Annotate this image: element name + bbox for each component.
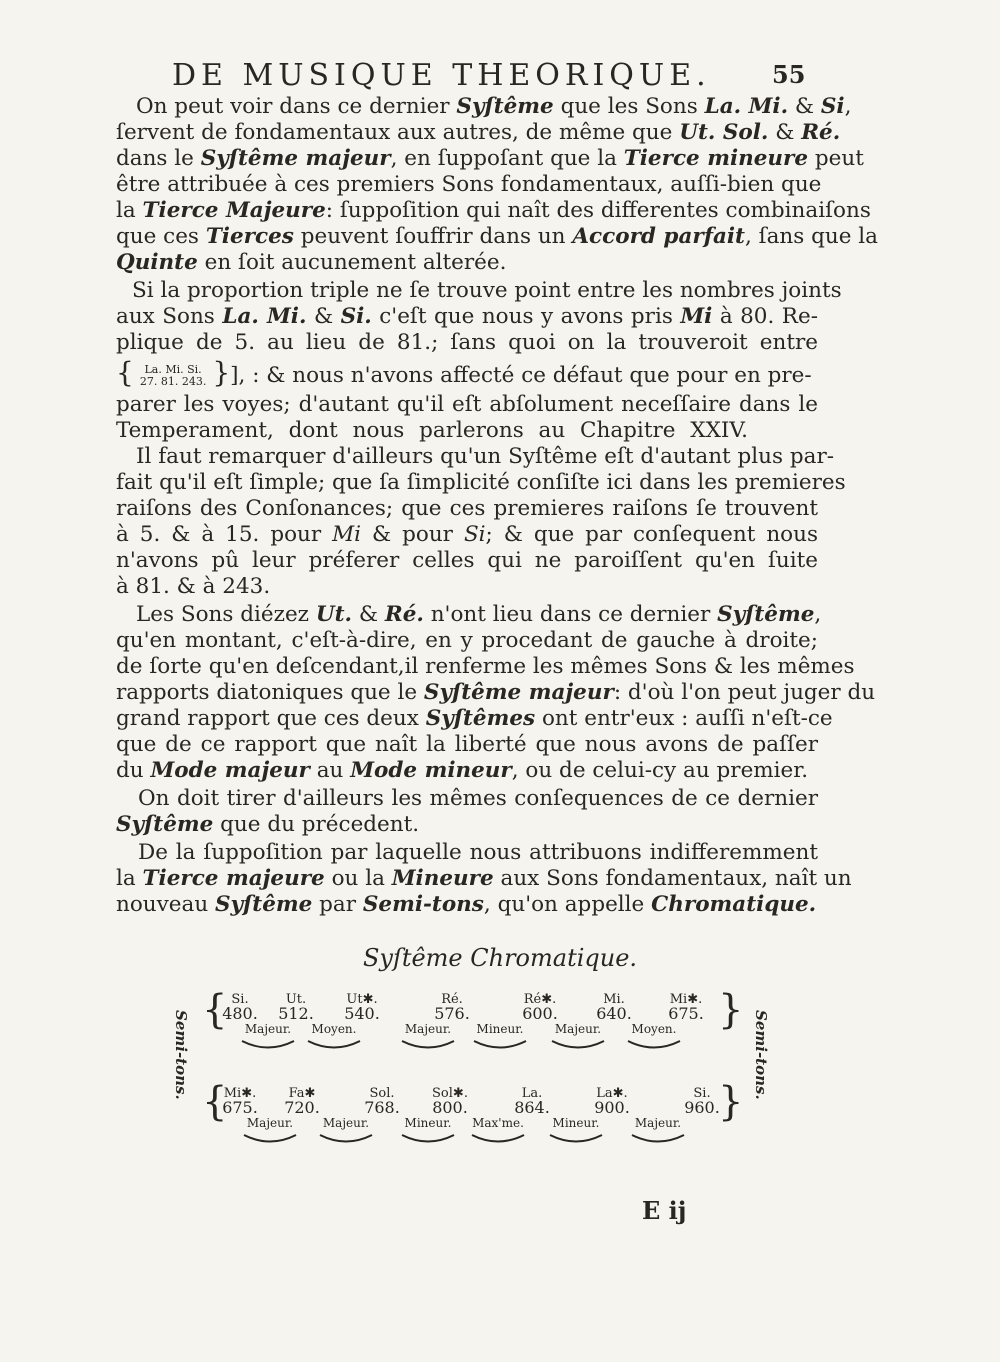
inline-ratio-table: La. Mi. Si. 27. 81. 243. [139,363,207,388]
note-name: Sol✱. [432,1086,468,1101]
interval-arc [400,1038,456,1052]
brace-right-2: } [718,1079,744,1125]
note-ratio: 800. [432,1098,468,1117]
side-label-right: Semi-tons. [752,1010,770,1100]
interval-arc [318,1132,374,1146]
note-name: Mi✱. [669,992,703,1007]
text-line-15: fait qu'il eſt ſimple; que ſa ſimplicité conſiſte ici dans les premieres [116,470,846,495]
interval-arc [626,1038,682,1052]
text-line-17: à 5. & à 15. pour Mi & pour Si; & que par conſequent nous [116,522,818,547]
table-title: Syſtême Chromatique. [362,944,638,972]
note-name: Mi✱. [223,1086,257,1101]
note-ratio: 640. [596,1004,632,1023]
text-line-30: la Tierce majeure ou la Mineure aux Sons fondamentaux, naît un [116,866,852,891]
text-line-25: que de ce rapport que naît la liberté que nous avons de paſſer [116,732,818,757]
side-label-left: Semi-tons. [172,1010,190,1100]
interval-label: Max'me. [472,1116,524,1130]
interval-arc [242,1132,298,1146]
note-ratio: 864. [514,1098,550,1117]
text-line-5: la Tierce Majeure: ſuppoſition qui naît des differentes combinaiſons [116,198,871,223]
interval-label: Moyen. [311,1022,357,1036]
note-name: Si. [231,992,249,1007]
note-ratio: 512. [278,1004,314,1023]
note-ratio: 960. [684,1098,720,1117]
interval-arc [472,1038,528,1052]
text-line-28: Syſtême que du précedent. [116,812,420,837]
interval-label: Majeur. [244,1022,292,1036]
interval-arc [306,1038,362,1052]
text-line-13: Temperament, dont nous parlerons au Chapitre XXIV. [116,418,748,443]
text-line-8: Si la proportion triple ne ſe trouve point entre les nombres joints [132,278,842,303]
note-name: Ré✱. [523,992,557,1007]
interval-label: Majeur. [404,1022,452,1036]
note-name: La. [521,1086,543,1101]
interval-label: Mineur. [552,1116,600,1130]
note-name: Si. [693,1086,711,1101]
interval-label: Mineur. [476,1022,524,1036]
text-line-14: Il faut remarquer d'ailleurs qu'un Syſtême eſt d'autant plus par- [136,444,835,469]
text-line-22: de ſorte qu'en deſcendant,il renferme les mêmes Sons & les mêmes [116,654,855,679]
brace-left-1: { [202,987,228,1033]
interval-arc [630,1132,686,1146]
interval-arc [240,1038,296,1052]
brace-right-1: } [718,987,744,1033]
signature-mark: E ij [642,1196,687,1225]
text-line-3: dans le Syſtême majeur, en ſuppoſant que la Tierce mineure peut [116,146,864,171]
note-name: Ut✱. [346,992,378,1007]
text-line-1: On peut voir dans ce dernier Syſtême que les Sons La. Mi. & Si, [136,94,852,119]
note-ratio: 480. [222,1004,258,1023]
text-line-7: Quinte en ſoit aucunement alterée. [116,250,507,275]
note-ratio: 675. [668,1004,704,1023]
note-ratio: 720. [284,1098,320,1117]
text-line-10: plique de 5. au lieu de 81.; ſans quoi on la trouveroit entre [116,330,818,355]
note-ratio: 675. [222,1098,258,1117]
interval-label: Majeur. [246,1116,294,1130]
note-ratio: 576. [434,1004,470,1023]
interval-label: Mineur. [404,1116,452,1130]
text-line-12: parer les voyes; d'autant qu'il eſt abſolument neceſſaire dans le [116,392,818,417]
interval-label: Majeur. [634,1116,682,1130]
text-line-23: rapports diatoniques que le Syſtême majeur: d'où l'on peut juger du [116,680,876,705]
text-line-18: n'avons pû leur préferer celles qui ne paroiſſent qu'en ſuite [116,548,818,573]
text-line-2: ſervent de fondamentaux aux autres, de même que Ut. Sol. & Ré. [116,120,841,145]
brace-left-2: { [202,1079,228,1125]
note-name: Fa✱ [288,1086,316,1101]
note-name: Mi. [603,992,625,1007]
text-line-6: que ces Tierces peuvent ſouffrir dans un Accord parfait, ſans que la [116,224,879,249]
note-ratio: 600. [522,1004,558,1023]
page-number: 55 [772,60,806,89]
text-line-24: grand rapport que ces deux Syſtêmes ont entr'eux : auſſi n'eſt-ce [116,706,833,731]
text-line-16: raiſons des Conſonances; que ces premieres raiſons ſe trouvent [116,496,818,521]
interval-arc [470,1132,526,1146]
interval-arc [548,1132,604,1146]
note-ratio: 768. [364,1098,400,1117]
interval-label: Majeur. [322,1116,370,1130]
interval-label: Moyen. [631,1022,677,1036]
text-line-26: du Mode majeur au Mode mineur, ou de celui-cy au premier. [116,758,809,783]
text-line-20: Les Sons diézez Ut. & Ré. n'ont lieu dans ce dernier Syſtême, [136,602,822,627]
text-line-4: être attribuée à ces premiers Sons fondamentaux, auſſi-bien que [116,172,822,197]
note-ratio: 900. [594,1098,630,1117]
text-line-31: nouveau Syſtême par Semi-tons, qu'on appelle Chromatique. [116,892,817,917]
text-line-29: De la ſuppoſition par laquelle nous attribuons indifferemment [138,840,818,865]
note-name: Ut. [285,992,307,1007]
note-name: Sol. [369,1086,395,1101]
note-name: La✱. [596,1086,628,1101]
interval-arc [400,1132,456,1146]
running-head: DE MUSIQUE THEORIQUE. [172,58,711,93]
text-line-19: à 81. & à 243. [116,574,271,599]
note-ratio: 540. [344,1004,380,1023]
text-line-11: { La. Mi. Si. 27. 81. 243. }], : & nous n'avons affecté ce défaut que pour en pre- [116,356,812,389]
text-line-9: aux Sons La. Mi. & Si. c'eſt que nous y avons pris Mi à 80. Re- [116,304,818,329]
interval-arc [550,1038,606,1052]
note-name: Ré. [441,992,463,1007]
text-line-21: qu'en montant, c'eſt-à-dire, en y procedant de gauche à droite; [116,628,818,653]
text-line-27: On doit tirer d'ailleurs les mêmes conſequences de ce dernier [138,786,818,811]
interval-label: Majeur. [554,1022,602,1036]
